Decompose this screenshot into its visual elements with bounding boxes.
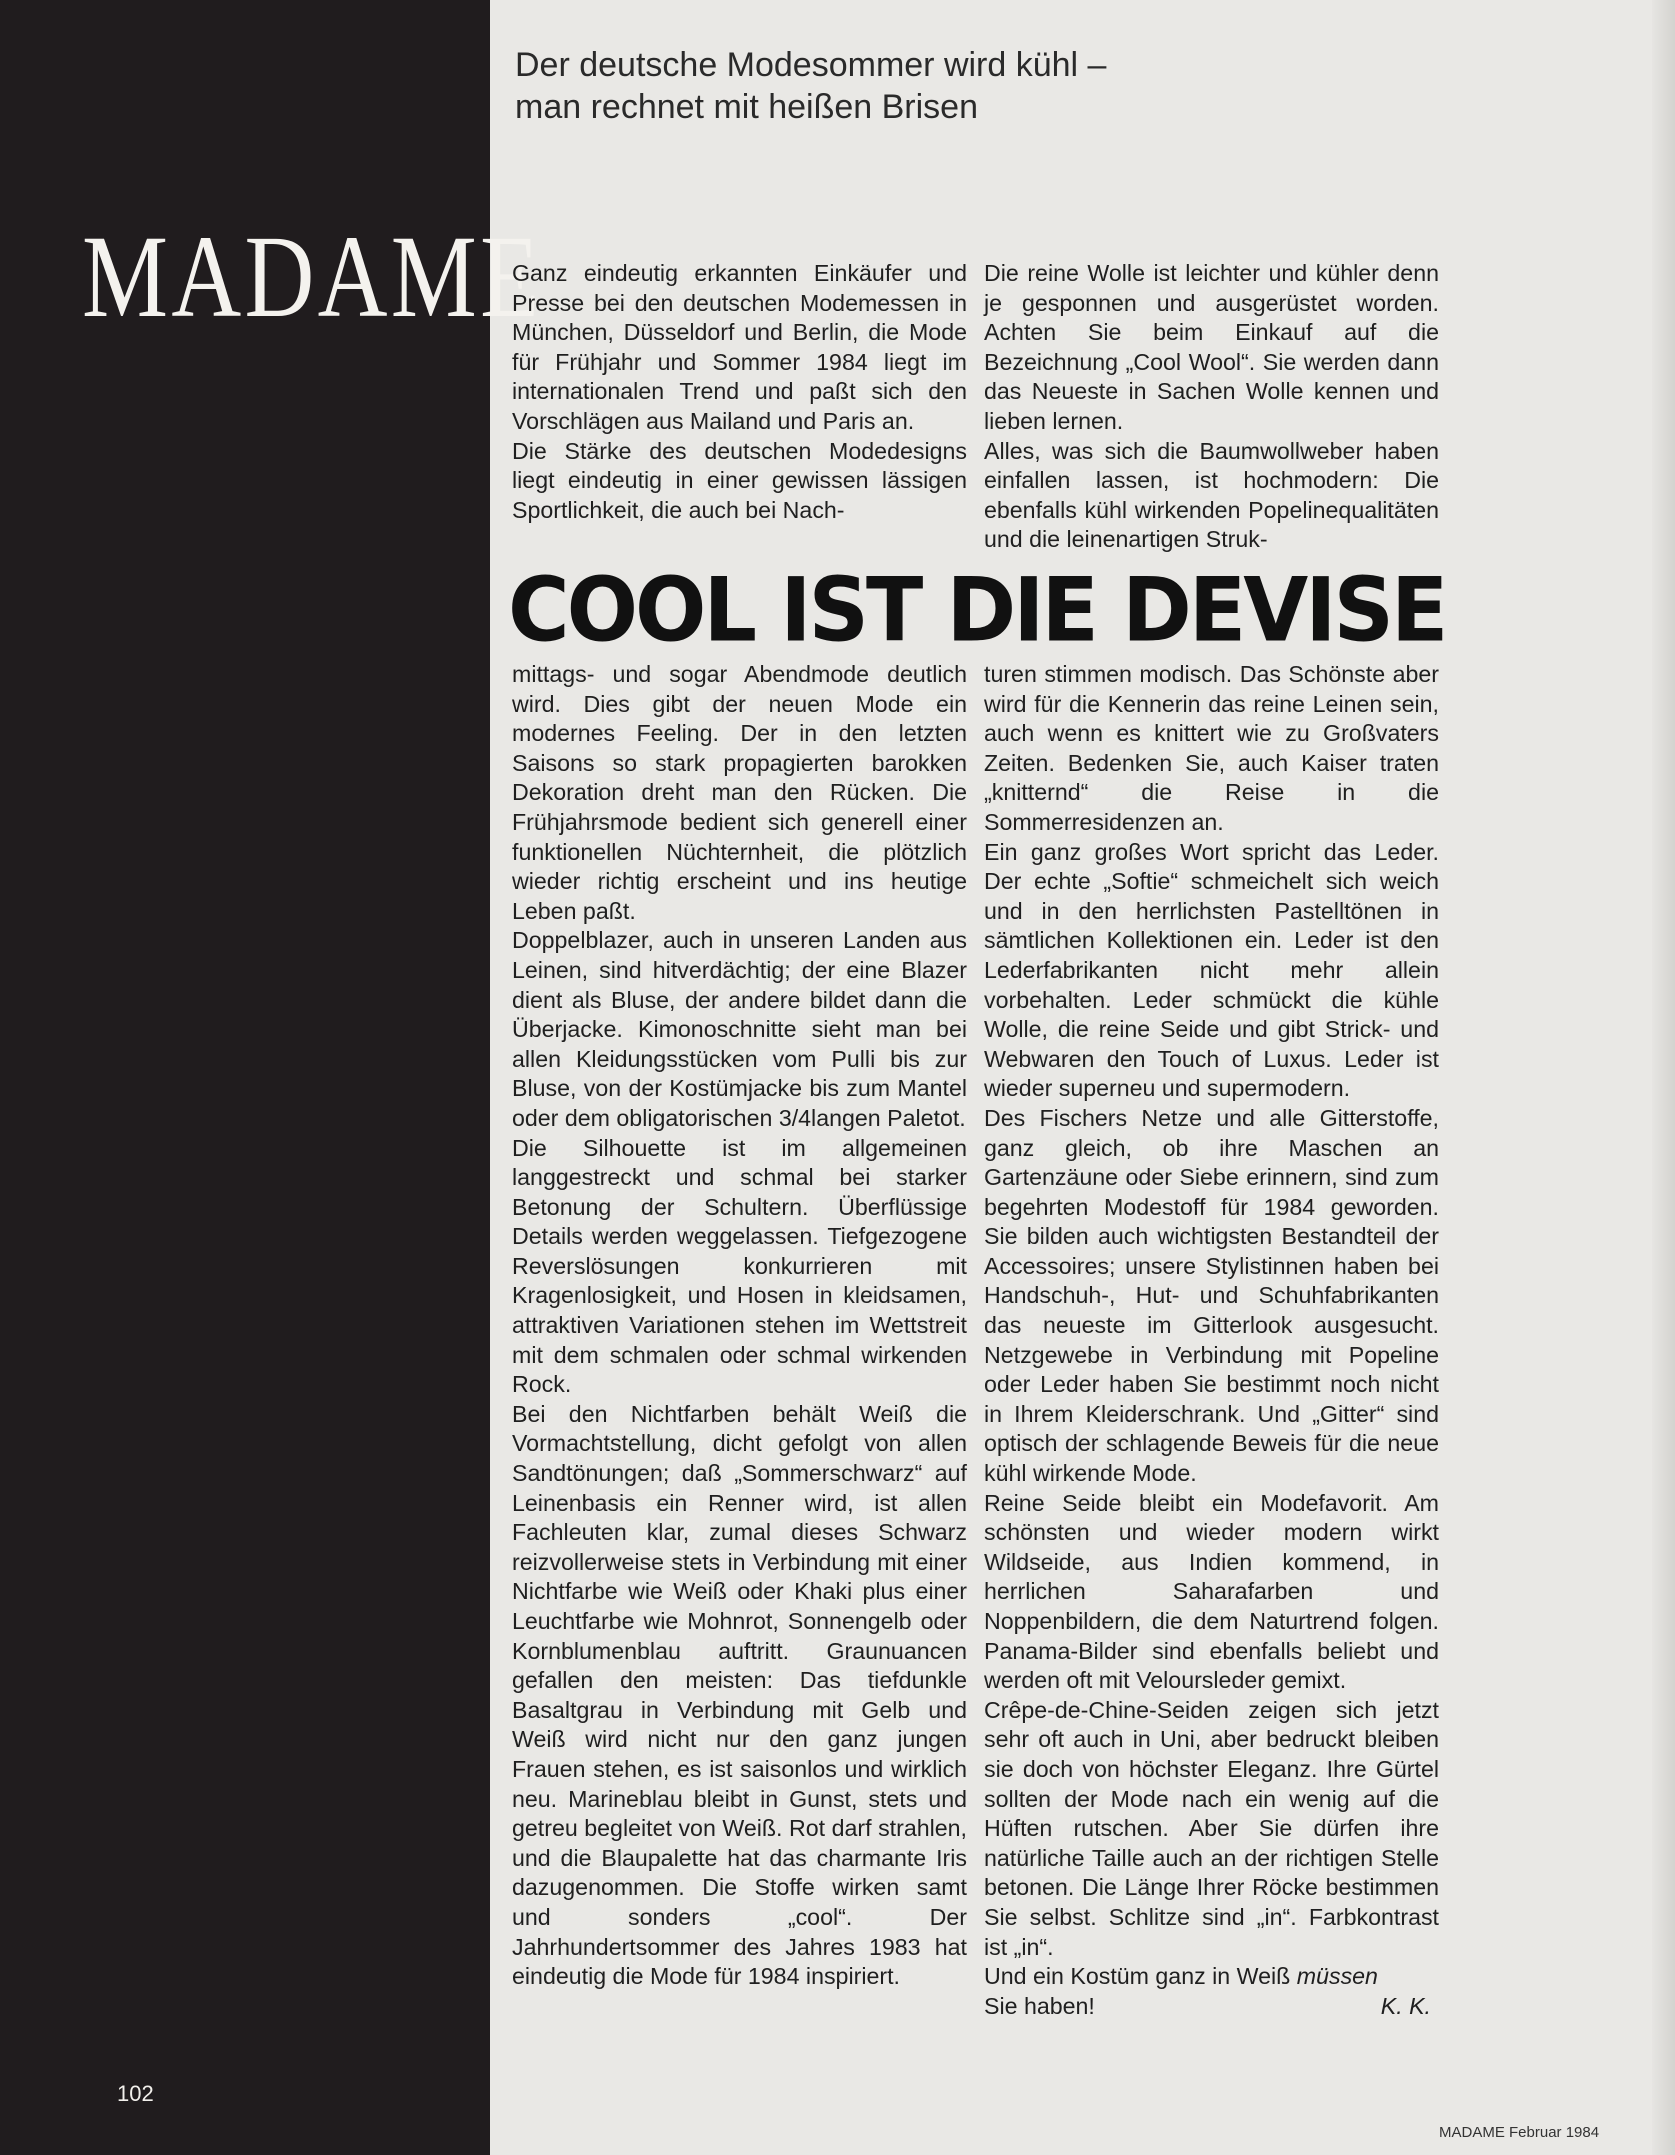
text-column-bottom-left bbox=[512, 660, 967, 1992]
closing-sentence bbox=[984, 1962, 1439, 1992]
closing-line: Und ein Kostüm ganz in Weiß bbox=[984, 1963, 1291, 1990]
paragraph: Bei den Nichtfarben behält Weiß die Vormachtstellung, dicht gefolgt von allen Sandtönungen; daß „Sommerschwarz“ auf Leinenbasis ein Renner wird, ist allen Fachleuten klar, zumal dieses Schwarz reizvollerweise stets in Verbindung mit einer Nichtfarbe wie Weiß oder Khaki plus einer Leuchtfarbe wie Mohnrot, Sonnengelb oder Kornblumenblau auftritt. Graunuancen gefallen den meisten: Das tiefdunkle Basaltgrau in Verbindung mit Gelb und Weiß wird nicht nur den ganz jungen Frauen stehen, es ist saisonlos und wirklich neu. Marineblau bleibt in Gunst, stets und getreu begleitet von Weiß. Rot darf strahlen, und die Blaupalette hat das charmante Iris dazugenommen. Die Stoffe wirken samt und sonders „cool“. Der Jahrhundertsommer des Jahres 1983 hat eindeutig die Mode für 1984 inspiriert. bbox=[512, 1400, 967, 1990]
paragraph: mittags- und sogar Abendmode deutlich wird. Dies gibt der neuen Mode ein modernes Feeling. Der in den letzten Saisons so stark propagierten barokken Dekoration dreht man den Rücken. Die Frühjahrsmode bedient sich generell einer funktionellen Nüchternheit, die plötzlich wieder richtig erscheint und ins heutige Leben paßt. bbox=[512, 661, 967, 924]
paragraph: Crêpe-de-Chine-Seiden zeigen sich jetzt sehr oft auch in Uni, aber bedruckt bleiben sie doch von höchster Eleganz. Ihre Gürtel sollten der Mode nach ein wenig auf die Hüften rutschen. Aber Sie dürfen ihre natürliche Taille auch an der richtigen Stelle betonen. Die Länge Ihrer Röcke bestimmen Sie selbst. Schlitze sind „in“. Farbkontrast ist „in“. bbox=[984, 1696, 1439, 1960]
paragraph: Ein ganz großes Wort spricht das Leder. Der echte „Softie“ schmeichelt sich weich und in den herrlichsten Pastelltönen in sämtlichen Kollektionen ein. Leder ist den Lederfabrikanten nicht mehr allein vorbehalten. Leder schmückt die kühle Wolle, die reine Seide und gibt Strick- und Webwaren den Touch of Luxus. Leder ist wieder superneu und supermodern. bbox=[984, 838, 1439, 1102]
paragraph: Die reine Wolle ist leichter und kühler denn je gesponnen und ausgerüstet worden. Achten Sie beim Einkauf auf die Bezeichnung „Cool Wool“. Sie werden dann das Neueste in Sachen Wolle kennen und lieben lernen. bbox=[984, 260, 1439, 434]
paragraph: turen stimmen modisch. Das Schönste aber wird für die Kennerin das reine Leinen sein, auch wenn es knittert wie zu Großvaters Zeiten. Bedenken Sie, auch Kaiser traten „knitternd“ die Reise in die Sommerresidenzen an. bbox=[984, 661, 1439, 835]
text-column-top-left bbox=[512, 259, 967, 525]
footer-imprint: MADAME Februar 1984 bbox=[1439, 2124, 1600, 2141]
closing-emphasis: müssen bbox=[1296, 1963, 1378, 1990]
paragraph: Des Fischers Netze und alle Gitterstoffe, ganz gleich, ob ihre Maschen an Gartenzäune oder Siebe erinnern, sind zum begehrten Modestoff für 1984 geworden. Sie bilden auch wichtigsten Bestandteil der Accessoires; unsere Stylistinnen haben bei Handschuh-, Hut- und Schuhfabrikanten das neueste im Gitterlook ausgesucht. Netzgewebe in Verbindung mit Popeline oder Leder haben Sie bestimmt noch nicht in Ihrem Kleiderschrank. Und „Gitter“ sind optisch der schlagende Beweis für die neue kühl wirkende Mode. bbox=[984, 1104, 1439, 1487]
article-subtitle bbox=[515, 44, 1515, 128]
subtitle-line-2: man rechnet mit heißen Brisen bbox=[515, 88, 978, 126]
author-initials: K. K. bbox=[1380, 1992, 1431, 2019]
page-number: 102 bbox=[117, 2081, 154, 2106]
paragraph: Die Stärke des deutschen Modedesigns liegt eindeutig in einer gewissen lässigen Sportlichkeit, die auch bei Nach- bbox=[512, 437, 967, 523]
paragraph: Doppelblazer, auch in unseren Landen aus Leinen, sind hitverdächtig; der eine Blazer dient als Bluse, der andere bildet dann die Überjacke. Kimonoschnitte sieht man bei allen Kleidungsstücken vom Pulli bis zur Bluse, von der Kostümjacke bis zum Mantel oder dem obligatorischen 3/4langen Paletot. bbox=[512, 927, 967, 1131]
paragraph: Die Silhouette ist im allgemeinen langgestreckt und schmal bei starker Betonung der Schultern. Überflüssige Details werden weggelassen. Tiefgezogene Reverslösungen konkurrieren mit Kragenlosigkeit, und Hosen in kleidsamen, attraktiven Variationen stehen im Wettstreit mit dem schmalen oder schmal wirkenden Rock. bbox=[512, 1134, 967, 1398]
article-headline: COOL IST DIE DEVISE bbox=[508, 558, 1446, 662]
text-column-top-right bbox=[984, 259, 1439, 555]
paragraph: Alles, was sich die Baumwollweber haben einfallen lassen, ist hochmodern: Die ebenfalls kühl wirkenden Popelinequalitäten und die leinenartigen Struk- bbox=[984, 437, 1439, 553]
text-column-bottom-right bbox=[984, 660, 1439, 2021]
subtitle-line-1: Der deutsche Modesommer wird kühl – bbox=[515, 46, 1107, 84]
paragraph: Reine Seide bleibt ein Modefavorit. Am schönsten und wieder modern wirkt Wildseide, aus Indien kommend, in herrlichen Saharafarben und Noppenbildern, die dem Naturtrend folgen. Panama-Bilder sind ebenfalls beliebt und werden oft mit Veloursleder gemixt. bbox=[984, 1489, 1439, 1694]
signoff-row bbox=[984, 1992, 1439, 2022]
page-edge-shading bbox=[1652, 0, 1675, 2155]
paragraph: Ganz eindeutig erkannten Einkäufer und Presse bei den deutschen Modemessen in München, Düsseldorf und Berlin, die Mode für Frühjahr und Sommer 1984 liegt im internationalen Trend und paßt sich den Vorschlägen aus Mailand und Paris an. bbox=[512, 260, 967, 434]
magazine-name: MADAME bbox=[82, 211, 543, 342]
closing-end: Sie haben! bbox=[984, 1992, 1095, 2019]
